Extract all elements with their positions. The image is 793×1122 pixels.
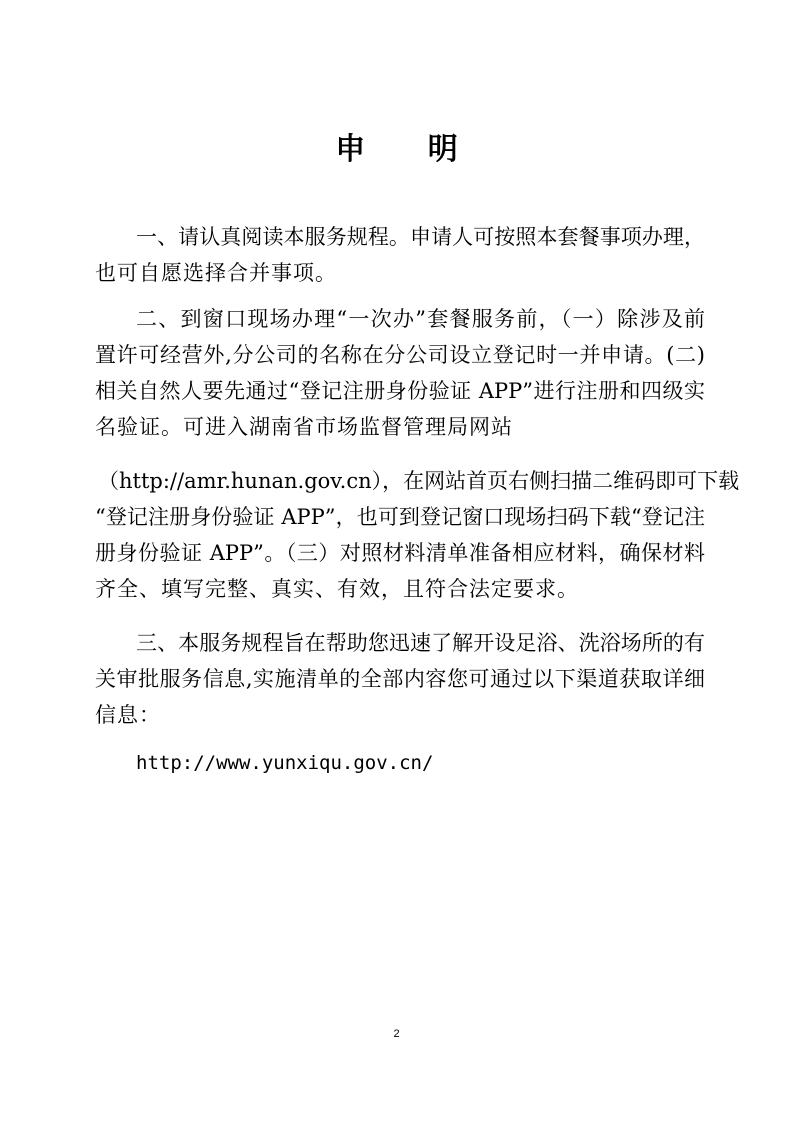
paragraph-3-line-2: 关审批服务信息,实施清单的全部内容您可通过以下渠道获取详细 — [95, 667, 705, 691]
website-link[interactable]: http://www.yunxiqu.gov.cn/ — [136, 752, 434, 774]
paragraph-2-line-1: 二、到窗口现场办理“一次办”套餐服务前，（一）除涉及前 — [136, 307, 705, 331]
paragraph-2-line-8: 齐全、填写完整、真实、有效，且符合法定要求。 — [95, 577, 579, 601]
paragraph-2-line-6: “登记注册身份验证 APP”，也可到登记窗口现场扫码下载“登记注 — [95, 505, 705, 529]
page-title: 申 明 — [335, 132, 484, 167]
paragraph-1-line-2: 也可自愿选择合并事项。 — [95, 261, 337, 285]
paragraph-3-line-3: 信息： — [95, 703, 161, 727]
paragraph-2-line-2: 置许可经营外,分公司的名称在分公司设立登记时一并申请。(二) — [95, 343, 705, 367]
paragraph-3-line-1: 三、本服务规程旨在帮助您迅速了解开设足浴、洗浴场所的有 — [136, 631, 705, 655]
paragraph-2-line-5: （http://amr.hunan.gov.cn），在网站首页右侧扫描二维码即可下载 — [98, 469, 740, 493]
paragraph-2-line-7: 册身份验证 APP”。（三）对照材料清单准备相应材料，确保材料 — [95, 541, 705, 565]
paragraph-1-line-1: 一、请认真阅读本服务规程。申请人可按照本套餐事项办理， — [136, 225, 705, 249]
page-number: 2 — [393, 1028, 400, 1040]
paragraph-2-line-3: 相关自然人要先通过“登记注册身份验证 APP”进行注册和四级实 — [95, 379, 705, 403]
paragraph-2-line-4: 名验证。可进入湖南省市场监督管理局网站 — [95, 415, 513, 439]
